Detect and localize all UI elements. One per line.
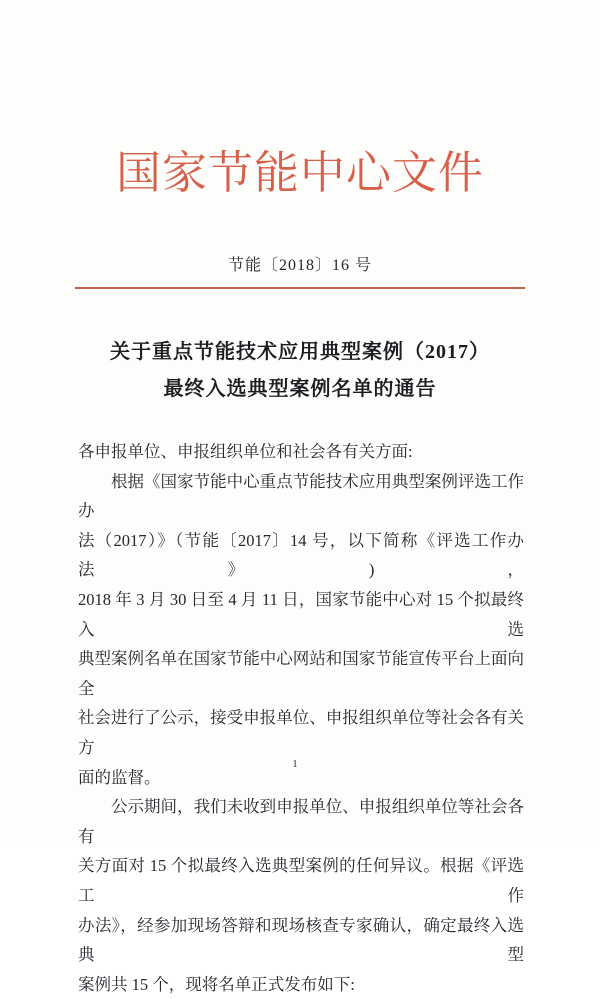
body-line: 2018 年 3 月 30 日至 4 月 11 日，国家节能中心对 15 个拟最终入选 — [78, 589, 524, 639]
document-title-line-1: 关于重点节能技术应用典型案例（2017） — [110, 341, 490, 363]
document-title — [0, 334, 600, 408]
body-line: 法（2017）》（节能〔2017〕14 号，以下简称《评选工作办法》)， — [78, 530, 524, 580]
body-line: 案例共 15 个，现将名单正式发布如下: — [78, 974, 355, 994]
body-lines — [78, 437, 524, 999]
body-line: 典型案例名单在国家节能中心网站和国家节能宣传平台上面向全 — [78, 649, 524, 698]
document-reference-number: 节能〔2018〕16 号 — [227, 257, 372, 274]
body-line: 各申报单位、申报组织单位和社会各有关方面: — [78, 442, 413, 461]
body-line: 根据《国家节能中心重点节能技术应用典型案例评选工作办 — [78, 471, 524, 521]
body-line: 公示期间，我们未收到申报单位、申报组织单位等社会各有 — [78, 797, 524, 846]
body-line: 办法》，经参加现场答辩和现场核查专家确认，确定最终入选典型 — [78, 915, 524, 965]
issuing-agency-header: 国家节能中心文件 — [115, 148, 484, 198]
body-line: 社会进行了公示，接受申报单位、申报组织单位等社会各有关方 — [78, 708, 524, 757]
body-line: 面的监督。 — [78, 767, 161, 787]
page-number: 1 — [292, 758, 298, 770]
body-line: 关方面对 15 个拟最终入选典型案例的任何异议。根据《评选工作 — [78, 856, 524, 905]
document-title-line-2: 最终入选典型案例名单的通告 — [163, 378, 437, 400]
red-divider-rule — [75, 287, 525, 289]
